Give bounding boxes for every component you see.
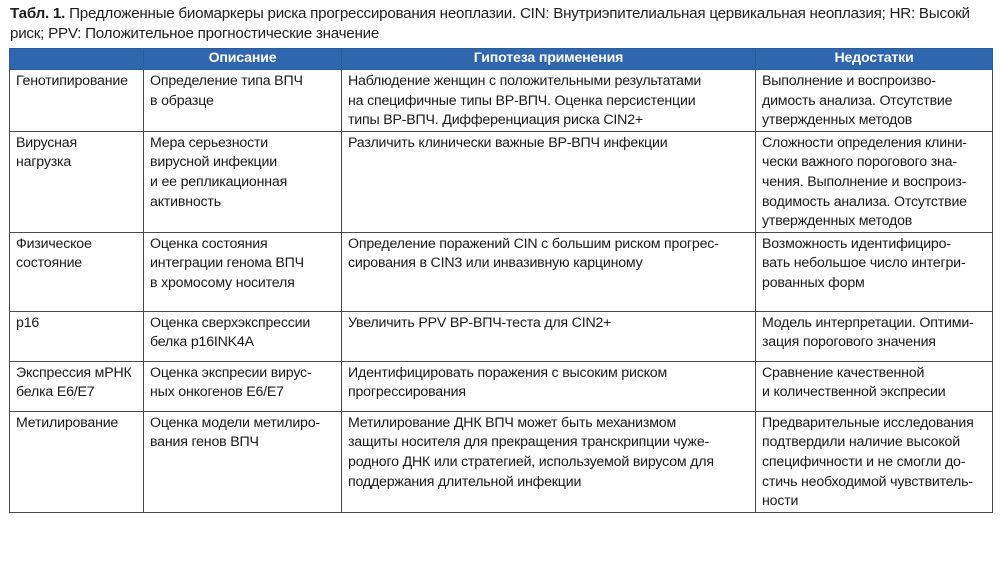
cell-biomarker: Физическое состояние — [10, 232, 144, 311]
header-description: Описание — [144, 49, 342, 70]
table-row — [10, 311, 993, 361]
table-label: Табл. 1. — [10, 5, 66, 22]
table-row — [10, 361, 993, 411]
table-header-row — [10, 49, 993, 70]
cell-drawbacks: Предварительные исследования подтвердили наличие высокой специфичности и не смогли до- стичь необходимой чувствитель- ности — [756, 411, 993, 512]
header-hypothesis: Гипотеза применения — [342, 49, 756, 70]
cell-description: Оценка модели метилиро- вания генов ВПЧ — [144, 411, 342, 512]
cell-biomarker: p16 — [10, 311, 144, 361]
cell-biomarker: Вирусная нагрузка — [10, 131, 144, 232]
cell-hypothesis: Определение поражений CIN с большим риском прогрес- сирования в CIN3 или инвазивную карциному — [342, 232, 756, 311]
table-row — [10, 411, 993, 512]
cell-hypothesis: Увеличить PPV ВР-ВПЧ-теста для CIN2+ — [342, 311, 756, 361]
header-biomarker — [10, 49, 144, 70]
cell-description: Оценка сверхэкспрессии белка p16INK4A — [144, 311, 342, 361]
table-row — [10, 232, 993, 311]
cell-description: Определение типа ВПЧ в образце — [144, 70, 342, 132]
biomarkers-table — [9, 48, 993, 513]
cell-drawbacks: Сложности определения клини- чески важного порогового зна- чения. Выполнение и воспроиз- водимость анализа. Отсутствие утвержденных методов — [756, 131, 993, 232]
cell-biomarker: Генотипирование — [10, 70, 144, 132]
cell-hypothesis: Идентифицировать поражения с высоким риском прогрессирования — [342, 361, 756, 411]
table-row — [10, 131, 993, 232]
cell-description: Оценка экспресии вирус- ных онкогенов E6/E7 — [144, 361, 342, 411]
cell-hypothesis: Наблюдение женщин с положительными результатами на специфичные типы ВР-ВПЧ. Оценка персистенции типы ВР-ВПЧ. Дифференциация риска CIN2+ — [342, 70, 756, 132]
caption-text: Предложенные биомаркеры риска прогрессирования неоплазии. CIN: Внутриэпителиальная цервикальная неоплазия; HR: Высокй риск; PPV: Положительное прогностические значение — [10, 5, 970, 42]
cell-hypothesis: Различить клинически важные ВР-ВПЧ инфекции — [342, 131, 756, 232]
cell-drawbacks: Модель интерпретации. Оптими- зация порогового значения — [756, 311, 993, 361]
cell-biomarker: Экспрессия мРНК белка E6/E7 — [10, 361, 144, 411]
cell-drawbacks: Выполнение и воспроизво- димость анализа. Отсутствие утвержденных методов — [756, 70, 993, 132]
cell-hypothesis: Метилирование ДНК ВПЧ может быть механизмом защиты носителя для прекращения транскрипции чуже- родного ДНК или стратегией, используемой вирусом для поддержания длительной инфекции — [342, 411, 756, 512]
table-caption — [10, 4, 995, 44]
cell-description: Мера серьезности вирусной инфекции и ее репликационная активность — [144, 131, 342, 232]
header-drawbacks: Недостатки — [756, 49, 993, 70]
cell-drawbacks: Сравнение качественной и количественной экспресии — [756, 361, 993, 411]
cell-description: Оценка состояния интеграции генома ВПЧ в хромосому носителя — [144, 232, 342, 311]
cell-biomarker: Метилирование — [10, 411, 144, 512]
table-row — [10, 70, 993, 132]
cell-drawbacks: Возможность идентифициро- вать небольшое число интегри- рованных форм — [756, 232, 993, 311]
